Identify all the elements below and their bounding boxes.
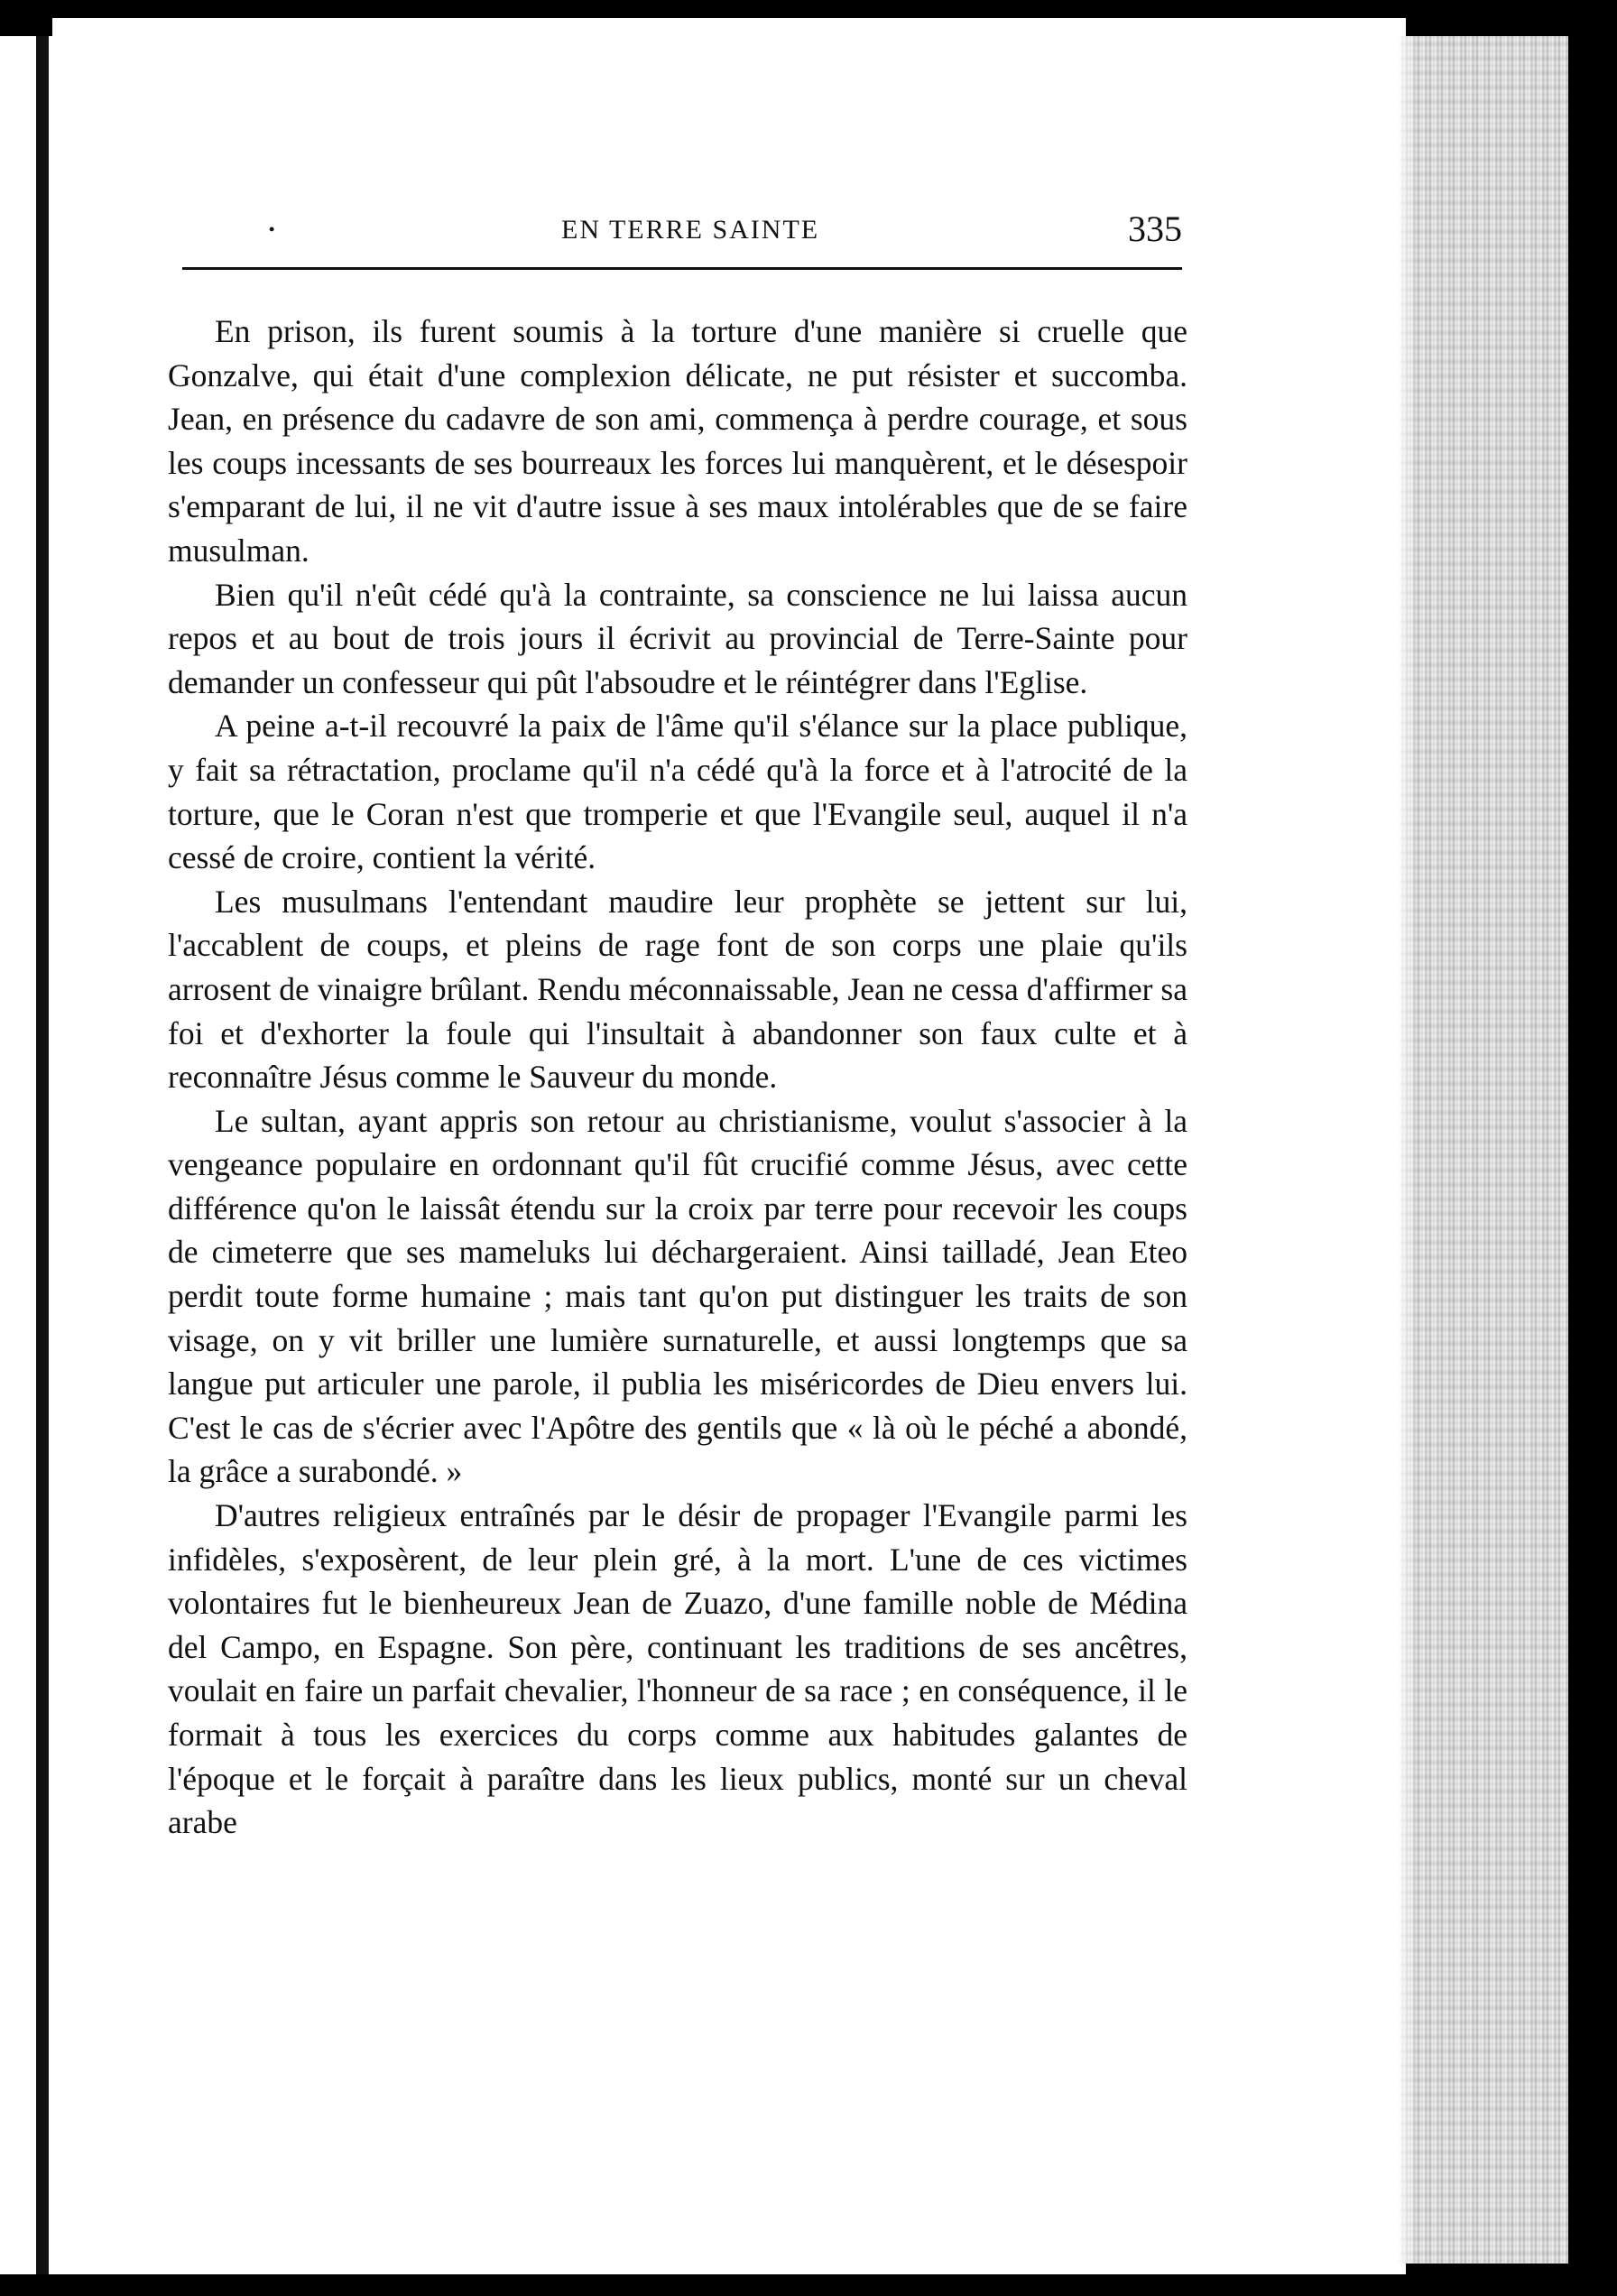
paragraph-3: A peine a-t-il recouvré la paix de l'âme qu'il s'élance sur la place publique, y fait sa rétractation, proclame qu'il n'a cédé qu'à la force et à l'atrocité de la torture, que le Coran n'est que tromperie et que l'Evangile seul, auquel il n'a cessé de croire, contient la vérité. xyxy=(168,708,1187,876)
paragraph-5: Le sultan, ayant appris son retour au christianisme, voulut s'associer à la vengeance populaire en ordonnant qu'il fût crucifié comme Jésus, avec cette différence qu'on le laissât étendu sur la croix par terre pour recevoir les coups de cimeterre que ses mameluks lui déchargeraient. Ainsi tailladé, Jean Eteo perdit toute forme humaine ; mais tant qu'on put distinguer les traits de son visage, on y vit briller une lumière surnaturelle, et aussi longtemps que sa langue put articuler une parole, il publia les miséricordes de Dieu envers lui. C'est le cas de s'écrier avec l'Apôtre des gentils que « là où le péché a abondé, la grâce a surabondé. » xyxy=(168,1102,1187,1490)
running-head-title: EN TERRE SAINTE xyxy=(561,215,820,245)
paragraph-4: Les musulmans l'entendant maudire leur prophète se jettent sur lui, l'accablent de coups, et pleins de rage font de son corps une plaie qu'ils arrosent de vinaigre brûlant. Rendu méconnaissable, Jean ne cessa d'affirmer sa foi et d'exhorter la foule qui l'insultait à abandonner son faux culte et à reconnaître Jésus comme le Sauveur du monde. xyxy=(168,883,1187,1096)
paragraph-1: En prison, ils furent soumis à la torture d'une manière si cruelle que Gonzalve, qui était d'une complexion délicate, ne put résister et succomba. Jean, en présence du cadavre de son ami, commença à perdre courage, et sous les coups incessants de ses bourreaux les forces lui manquèrent, et le désespoir s'emparant de lui, il ne vit d'autre issue à ses maux intolérables que de se faire musulman. xyxy=(168,313,1187,569)
page-number: 335 xyxy=(1128,208,1182,249)
paragraph-6: D'autres religieux entraînés par le désir de propager l'Evangile parmi les infidèles, s'exposèrent, de leur plein gré, à la mort. L'une de ces victimes volontaires fut le bienheureux Jean de Zuazo, d'une famille noble de Médina del Campo, en Espagne. Son père, continuant les traditions de ses ancêtres, voulait en faire un parfait chevalier, l'honneur de sa race ; en conséquence, il le formait à tous les exercices du corps comme aux habitudes galantes de l'époque et le forçait à paraître dans les lieux publics, monté sur un cheval arabe xyxy=(168,1497,1187,1841)
body-text xyxy=(168,310,1187,1845)
previous-page-edge xyxy=(0,36,52,2274)
header-rule xyxy=(182,267,1182,270)
running-head xyxy=(182,195,1182,260)
paragraph-2: Bien qu'il n'eût cédé qu'à la contrainte, sa conscience ne lui laissa aucun repos et au bout de trois jours il écrivit au provincial de Terre-Sainte pour demander un confesseur qui pût l'absoudre et le réintégrer dans l'Eglise. xyxy=(168,576,1187,700)
printer-mark: • xyxy=(269,220,275,238)
book-fore-edge xyxy=(1397,36,1568,2264)
